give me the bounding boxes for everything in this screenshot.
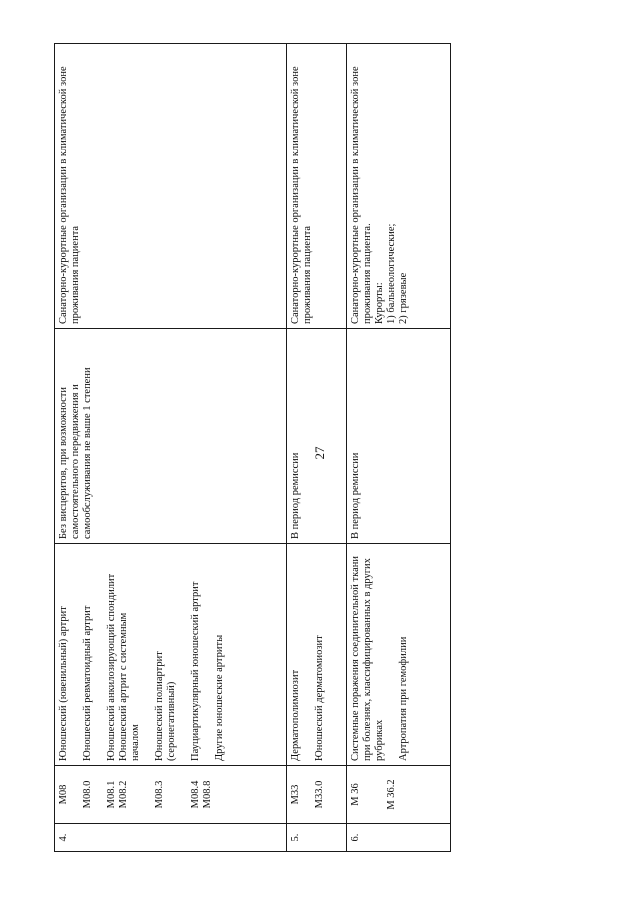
disease-code: М 36.2 — [386, 779, 397, 810]
page-number: 27 — [312, 446, 327, 460]
disease-code: M08.0 — [82, 780, 93, 809]
row-number: 6. — [350, 833, 361, 842]
condition-cell — [287, 329, 347, 544]
diagnosis-name: Юношеский анкилозирующий спондилит — [106, 573, 117, 761]
diagnosis-name: Пауциартикулярный юношеский артрит — [190, 581, 201, 761]
diagnosis-name: Юношеский полиартрит (серонегативный) — [154, 651, 177, 761]
diagnosis-name: Юношеский артрит с системным началом — [118, 612, 141, 761]
diagnosis-name: Юношеский (ювенильный) артрит — [58, 606, 69, 761]
row-number: 5. — [290, 833, 301, 842]
diagnosis-cell — [55, 544, 287, 766]
diagnosis-name: Артропатия при гемофилии — [398, 636, 409, 761]
organization-cell — [55, 44, 287, 329]
diagnosis-name: Юношеский дерматомиозит — [314, 635, 325, 761]
table-row — [55, 44, 287, 852]
diagnosis-name: Другие юношеские артриты — [214, 634, 225, 761]
code-cell — [347, 766, 451, 824]
disease-code: M33 — [290, 784, 301, 805]
diagnosis-cell — [287, 544, 347, 766]
diagnosis-cell — [347, 544, 451, 766]
disease-code: M08.3 — [154, 780, 165, 809]
row-number: 4. — [58, 833, 69, 842]
row-number-cell — [55, 824, 287, 852]
resort-item: 2) грязевые — [398, 272, 409, 324]
disease-code: M08.4 — [190, 780, 201, 809]
disease-code: M08.2 — [118, 780, 129, 809]
organization-text: Санаторно-курортные организации в климатической зоне проживания пациента. — [350, 66, 373, 324]
disease-code: М 36 — [350, 783, 361, 806]
condition-text: В период ремиссии — [350, 452, 361, 539]
condition-cell — [347, 329, 451, 544]
disease-code: M08.8 — [202, 780, 213, 809]
disease-code: M33.0 — [314, 780, 325, 809]
condition-text: В период ремиссии — [290, 452, 301, 539]
diagnosis-name: Дерматополимиозит — [290, 669, 301, 761]
code-cell — [55, 766, 287, 824]
resorts-label: Курорты: — [374, 282, 385, 324]
disease-code: M08 — [58, 784, 69, 805]
row-number-cell — [287, 824, 347, 852]
resort-item: 1) бальнеологические; — [386, 223, 397, 324]
table-row — [287, 44, 347, 852]
code-cell — [287, 766, 347, 824]
diagnosis-name: Системные поражения соединительной ткани при болезнях, классифицированных в других рубриках — [350, 556, 385, 761]
disease-code: M08.1 — [106, 780, 117, 809]
condition-text: Без висцеритов, при возможности самостоятельного передвижения и самообслуживания не выше 1 степени — [58, 367, 93, 539]
organization-text: Санаторно-курортные организации в климатической зоне проживания пациента — [290, 66, 313, 324]
table-row — [347, 44, 451, 852]
organization-cell — [347, 44, 451, 329]
organization-cell — [287, 44, 347, 329]
organization-text: Санаторно-курортные организации в климатической зоне проживания пациента — [58, 66, 81, 324]
condition-cell — [55, 329, 287, 544]
table-container — [54, 44, 450, 852]
indications-table — [54, 43, 451, 852]
diagnosis-name: Юношеский ревматоидный артрит — [82, 605, 93, 761]
row-number-cell — [347, 824, 451, 852]
